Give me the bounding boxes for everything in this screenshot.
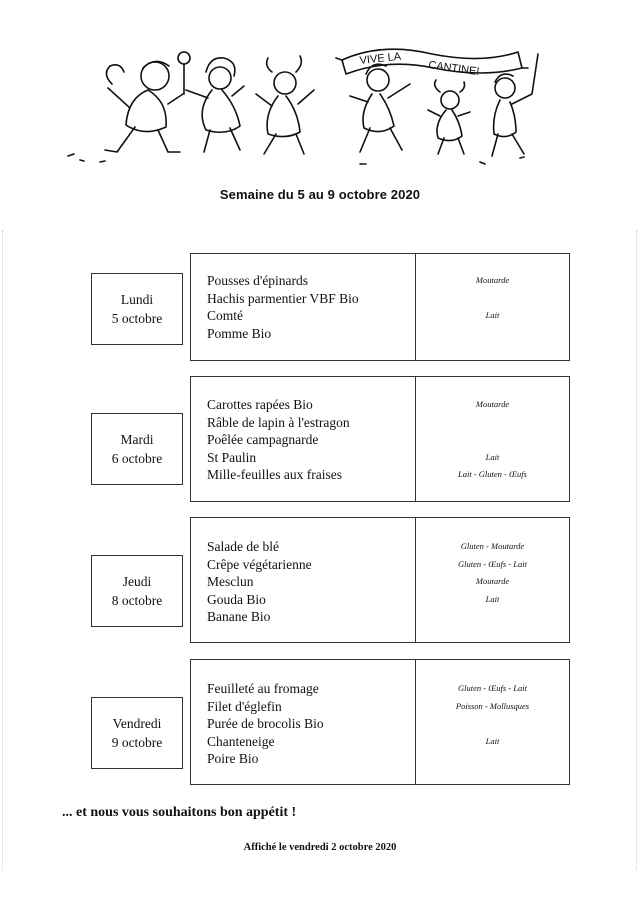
- allergen-item: [416, 414, 569, 432]
- day-box-lundi: [91, 273, 183, 345]
- dish-item: Chanteneige: [207, 733, 275, 749]
- allergen-item: Lait: [485, 735, 500, 746]
- dish-item: Carottes rapées Bio: [207, 397, 313, 412]
- allergen-item: Gluten - Moutarde: [460, 541, 525, 551]
- day-name: Vendredi: [112, 716, 162, 731]
- closing-message: ... et nous vous souhaitons bon appétit !: [62, 805, 297, 820]
- allergen-item: Lait: [485, 310, 500, 320]
- allergen-list: [416, 254, 569, 360]
- dish-item: Gouda Bio: [207, 591, 266, 607]
- allergen-item: [416, 290, 569, 308]
- allergen-item: Lait - Gluten - Œufs: [458, 469, 527, 479]
- day-date: 5 octobre: [111, 311, 163, 326]
- dish-item: Filet d'églefin: [207, 698, 282, 714]
- dish-list: [191, 377, 416, 501]
- dish-item: Feuilleté au fromage: [207, 681, 319, 696]
- day-date: 8 octobre: [111, 593, 163, 608]
- day-box-jeudi: [91, 555, 183, 627]
- allergen-item: Gluten - Œufs - Lait: [458, 683, 527, 693]
- day-name: Lundi: [120, 292, 154, 307]
- dish-list: [191, 518, 416, 642]
- posted-date: Affiché le vendredi 2 octobre 2020: [243, 842, 397, 853]
- dish-item: St Paulin: [207, 449, 257, 465]
- allergen-list: [416, 518, 569, 642]
- allergen-item: Lait: [485, 593, 500, 604]
- dish-item: Hachis parmentier VBF Bio: [207, 290, 359, 306]
- day-date: 6 octobre: [111, 451, 163, 466]
- dish-item: Crêpe végétarienne: [207, 556, 312, 572]
- dish-item: Comté: [207, 308, 243, 323]
- allergen-item: Lait: [485, 451, 500, 462]
- allergen-item: [416, 608, 569, 626]
- allergen-item: [416, 750, 569, 768]
- cantine-children-illustration: [60, 38, 570, 173]
- day-date: 9 octobre: [111, 735, 163, 750]
- menu-box-mardi: [190, 376, 570, 502]
- allergen-list: [416, 377, 569, 501]
- allergen-item: Moutarde: [475, 399, 510, 409]
- dish-item: Pousses d'épinards: [207, 273, 309, 288]
- day-name: Mardi: [120, 432, 154, 447]
- day-name: Jeudi: [122, 574, 152, 589]
- dish-item: Salade de blé: [207, 539, 279, 554]
- allergen-item: [416, 431, 569, 449]
- dish-item: Mesclun: [207, 574, 254, 589]
- dish-item: Mille-feuilles aux fraises: [207, 467, 342, 482]
- dish-item: Poêlée campagnarde: [207, 432, 319, 447]
- banner-sign-text: VIVE LA: [359, 50, 402, 67]
- allergen-list: [416, 660, 569, 784]
- dish-item: Poire Bio: [207, 751, 259, 766]
- allergen-item: Moutarde: [475, 576, 510, 586]
- menu-box-jeudi: [190, 517, 570, 643]
- dish-list: [191, 660, 416, 784]
- svg-text:CANTINE!: CANTINE!: [427, 59, 481, 79]
- scan-edge-right: [636, 230, 638, 870]
- menu-box-vendredi: [190, 659, 570, 785]
- dish-item: Râble de lapin à l'estragon: [207, 414, 350, 430]
- allergen-item: Gluten - Œufs - Lait: [458, 558, 527, 569]
- allergen-item: Poisson - Mollusques: [455, 700, 530, 711]
- week-title: Semaine du 5 au 9 octobre 2020: [219, 187, 421, 202]
- scan-edge-left: [2, 230, 4, 870]
- dish-item: Purée de brocolis Bio: [207, 716, 324, 731]
- dish-list: [191, 254, 416, 360]
- day-box-vendredi: [91, 697, 183, 769]
- dish-item: Pomme Bio: [207, 325, 272, 341]
- day-box-mardi: [91, 413, 183, 485]
- dish-item: Banane Bio: [207, 609, 271, 624]
- menu-box-lundi: [190, 253, 570, 361]
- allergen-item: [416, 715, 569, 733]
- allergen-item: [416, 325, 569, 343]
- allergen-item: Moutarde: [475, 275, 510, 285]
